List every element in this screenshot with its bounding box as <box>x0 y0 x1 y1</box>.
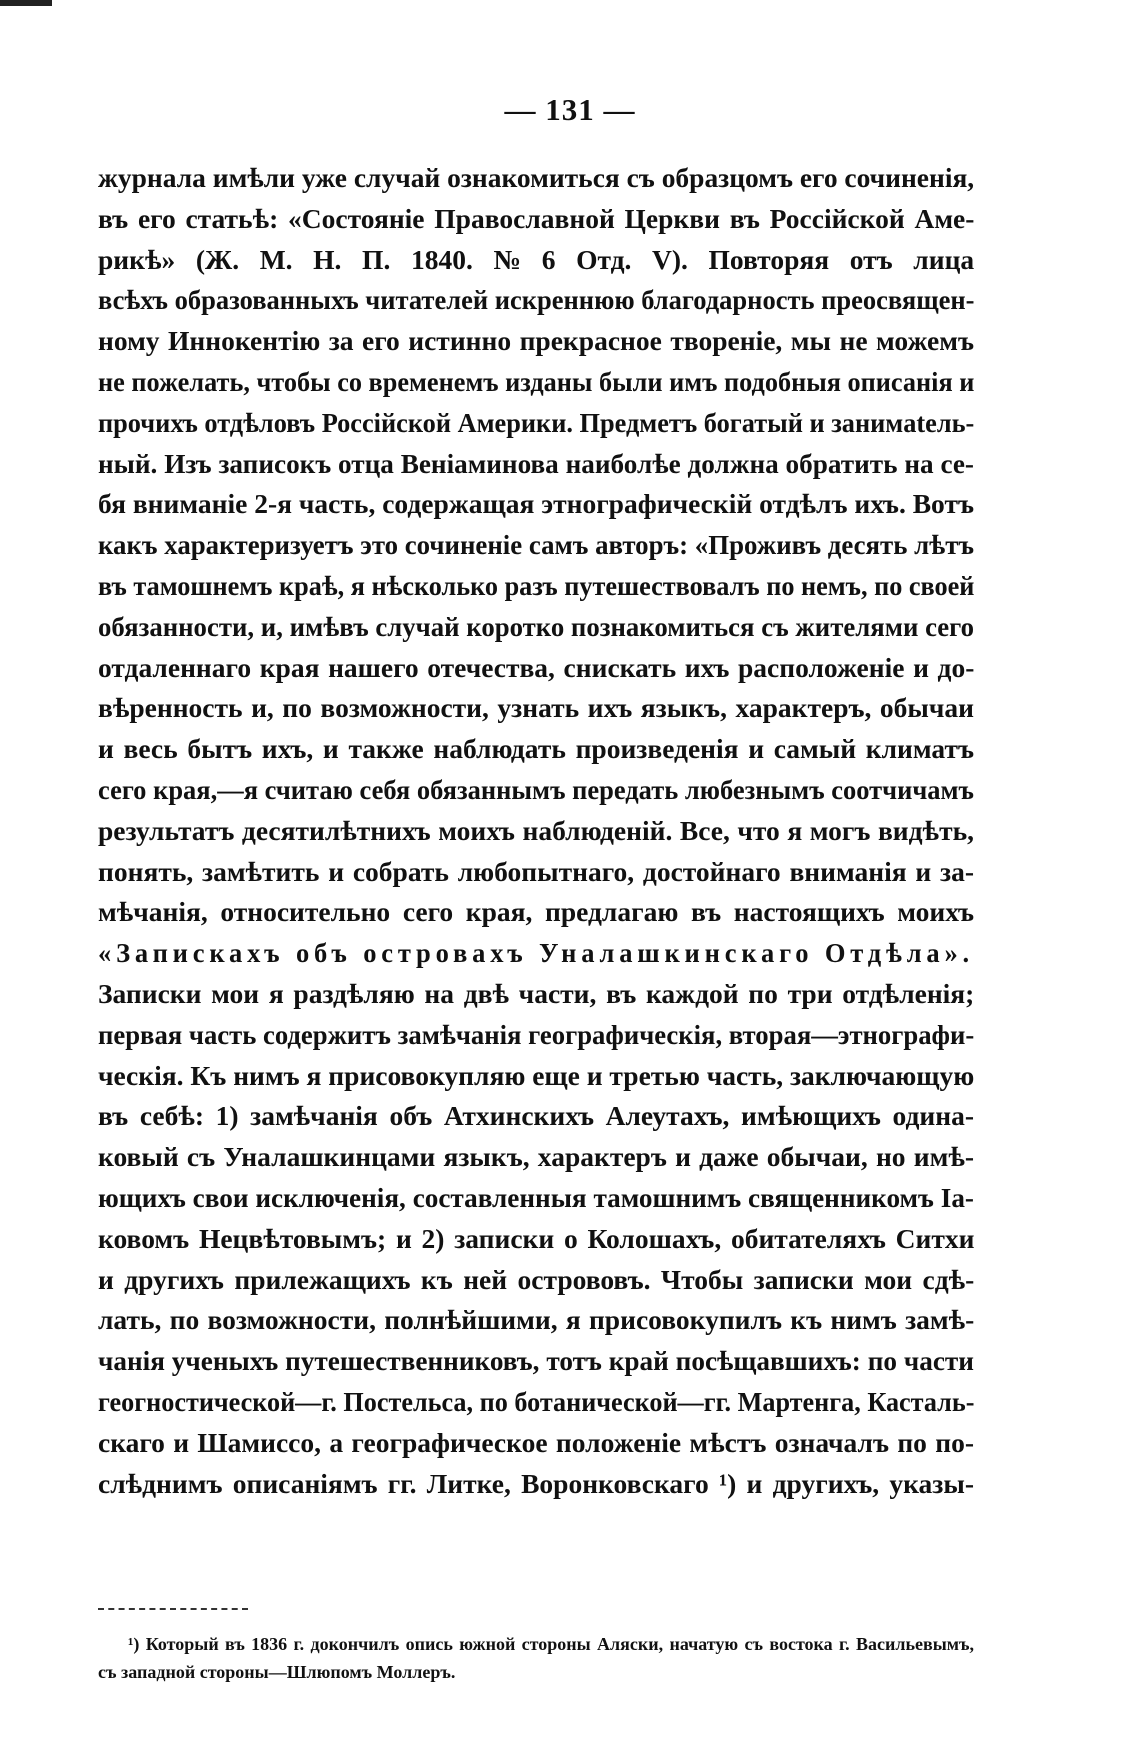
text-line: мѣчанія, относительно сего края, предлагаю въ настоящихъ моихъ <box>98 896 974 928</box>
footnote-line: съ западной стороны—Шлюпомъ Моллеръ. <box>98 1662 456 1682</box>
text-line: ковый съ Уналашкинцами языкъ, характеръ и даже обычаи, но имѣ- <box>98 1141 974 1173</box>
text-line: ческія. Къ нимъ я присовокупляю еще и третью часть, заключающую <box>98 1059 975 1091</box>
text-line: «Запискахъ объ островахъ Уналашкинскаго Отдѣла». <box>98 937 975 969</box>
text-line: скаго и Шамиссо, а географическое положеніе мѣстъ означалъ по по- <box>98 1426 974 1458</box>
text-line: обязанности, и, имѣвъ случай коротко познакомиться съ жителями сего <box>98 610 975 642</box>
text-line: ковомъ Нецвѣтовымъ; и 2) записки о Колошахъ, обитателяхъ Ситхи <box>98 1222 975 1254</box>
footnote-divider <box>98 1608 248 1610</box>
text-line: понять, замѣтить и собрать любопытнаго, достойнаго вниманія и за- <box>98 855 974 887</box>
page-corner-mark <box>0 0 52 6</box>
text-line: рикѣ» (Ж. М. Н. П. 1840. № 6 Отд. V). Повторяя отъ лица <box>98 243 975 275</box>
text-line: слѣднимъ описаніямъ гг. Литке, Воронковскаго ¹) и другихъ, указы- <box>98 1467 974 1499</box>
text-line: геогностической—г. Постельса, по ботанической—гг. Мартенга, Касталь- <box>98 1385 975 1417</box>
text-line: ный. Изъ записокъ отца Веніаминова наиболѣе должна обратить на се- <box>98 447 974 479</box>
footnote-line: ¹) Который въ 1836 г. докончилъ опись южной стороны Аляски, начатую съ востока г. Васильевымъ, <box>128 1634 974 1654</box>
text-line: результатъ десятилѣтнихъ моихъ наблюденій. Все, что я могъ видѣть, <box>98 814 974 846</box>
text-line: бя вниманіе 2-я часть, содержащая этнографическій отдѣлъ ихъ. Вотъ <box>98 488 974 520</box>
text-line: въ его статьѣ: «Состояніе Православной Церкви въ Россійской Аме- <box>98 202 975 234</box>
text-line: всѣхъ образованныхъ читателей искреннюю благодарность преосвящен- <box>98 284 975 316</box>
text-line: первая часть содержитъ замѣчанія географическія, вторая—этнографи- <box>98 1018 975 1050</box>
text-line: въ себѣ: 1) замѣчанія объ Атхинскихъ Алеутахъ, имѣющихъ одина- <box>98 1100 974 1132</box>
text-line: ному Иннокентію за его истинно прекрасное твореніе, мы не можемъ <box>98 325 974 357</box>
text-line: и другихъ прилежащихъ къ ней острововъ. Чтобы записки мои сдѣ- <box>98 1263 975 1295</box>
page-number: — 131 — <box>504 92 636 127</box>
text-line: сего края,—я считаю себя обязаннымъ передать любезнымъ соотчичамъ <box>98 773 974 805</box>
text-line: не пожелать, чтобы со временемъ изданы были имъ подобныя описанія и <box>98 365 975 397</box>
text-line: журнала имѣли уже случай ознакомиться съ образцомъ его сочиненія, <box>98 162 975 193</box>
text-line: лать, по возможности, полнѣйшими, я присовокупилъ къ нимъ замѣ- <box>98 1304 975 1336</box>
text-line: въ тамошнемъ краѣ, я нѣсколько разъ путешествовалъ по немъ, по своей <box>98 569 975 601</box>
text-line: отдаленнаго края нашего отечества, снискать ихъ расположеніе и до- <box>98 651 975 683</box>
text-line: вѣренность и, по возможности, узнать ихъ языкъ, характеръ, обычаи <box>98 692 974 724</box>
main-paragraph <box>98 158 974 1504</box>
text-line: прочихъ отдѣловъ Россійской Америки. Предметъ богатый и занимatель- <box>98 406 975 438</box>
text-line: чанія ученыхъ путешественниковъ, тотъ край посѣщавшихъ: по части <box>98 1345 974 1377</box>
text-line: какъ характеризуетъ это сочиненіе самъ авторъ: «Проживъ десять лѣтъ <box>98 529 975 561</box>
text-line: Записки мои я раздѣляю на двѣ части, въ каждой по три отдѣленія; <box>98 977 975 1009</box>
text-line: и весь бытъ ихъ, и также наблюдать произведенія и самый климатъ <box>98 733 974 765</box>
footnote <box>98 1630 974 1686</box>
text-line: ющихъ свои исключенія, составленныя тамошнимъ священникомъ Іа- <box>98 1181 974 1213</box>
